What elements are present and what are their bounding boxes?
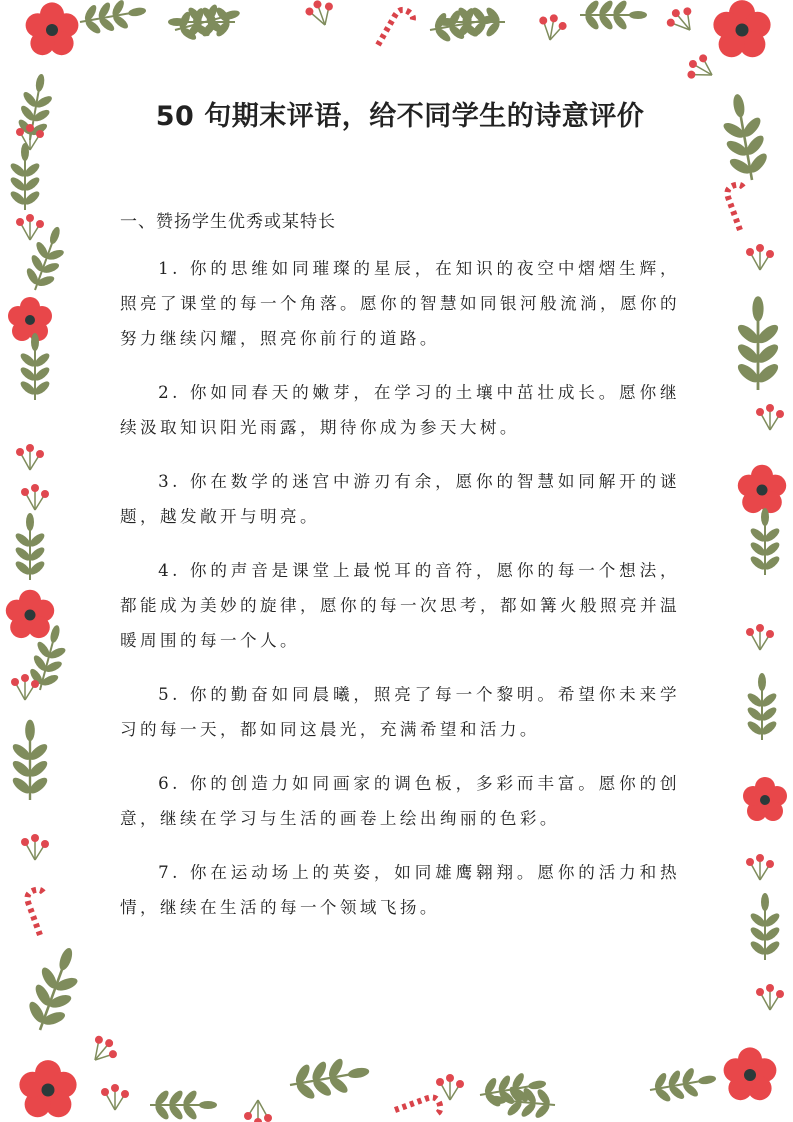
comment-item-2: 2. 你如同春天的嫩芽，在学习的土壤中茁壮成长。愿你继续汲取知识阳光雨露，期待你成为参天大树。	[120, 383, 680, 437]
comment-item-5: 5. 你的勤奋如同晨曦，照亮了每一个黎明。希望你未来学习的每一天，都如同这晨光，充满希望和活力。	[120, 685, 680, 739]
page-title: 50 句期末评语，给不同学生的诗意评价	[155, 101, 645, 132]
comment-item-7: 7. 你在运动场上的英姿，如同雄鹰翱翔。愿你的活力和热情，继续在生活的每一个领域飞扬。	[120, 863, 680, 917]
comment-item-6: 6. 你的创造力如同画家的调色板，多彩而丰富。愿你的创意，继续在学习与生活的画卷上绘出绚丽的色彩。	[120, 774, 680, 828]
comment-item-1: 1. 你的思维如同璀璨的星辰，在知识的夜空中熠熠生辉，照亮了课堂的每一个角落。愿你的智慧如同银河般流淌，愿你的努力继续闪耀，照亮你前行的道路。	[120, 259, 680, 348]
comment-item-3: 3. 你在数学的迷宫中游刃有余，愿你的智慧如同解开的谜题，越发敞开与明亮。	[120, 472, 680, 526]
document-page	[120, 95, 680, 944]
section-heading: 一、赞扬学生优秀或某特长	[120, 212, 336, 232]
comment-item-4: 4. 你的声音是课堂上最悦耳的音符，愿你的每一个想法，都能成为美妙的旋律，愿你的每一次思考，都如篝火般照亮并温暖周围的每一个人。	[120, 561, 680, 650]
